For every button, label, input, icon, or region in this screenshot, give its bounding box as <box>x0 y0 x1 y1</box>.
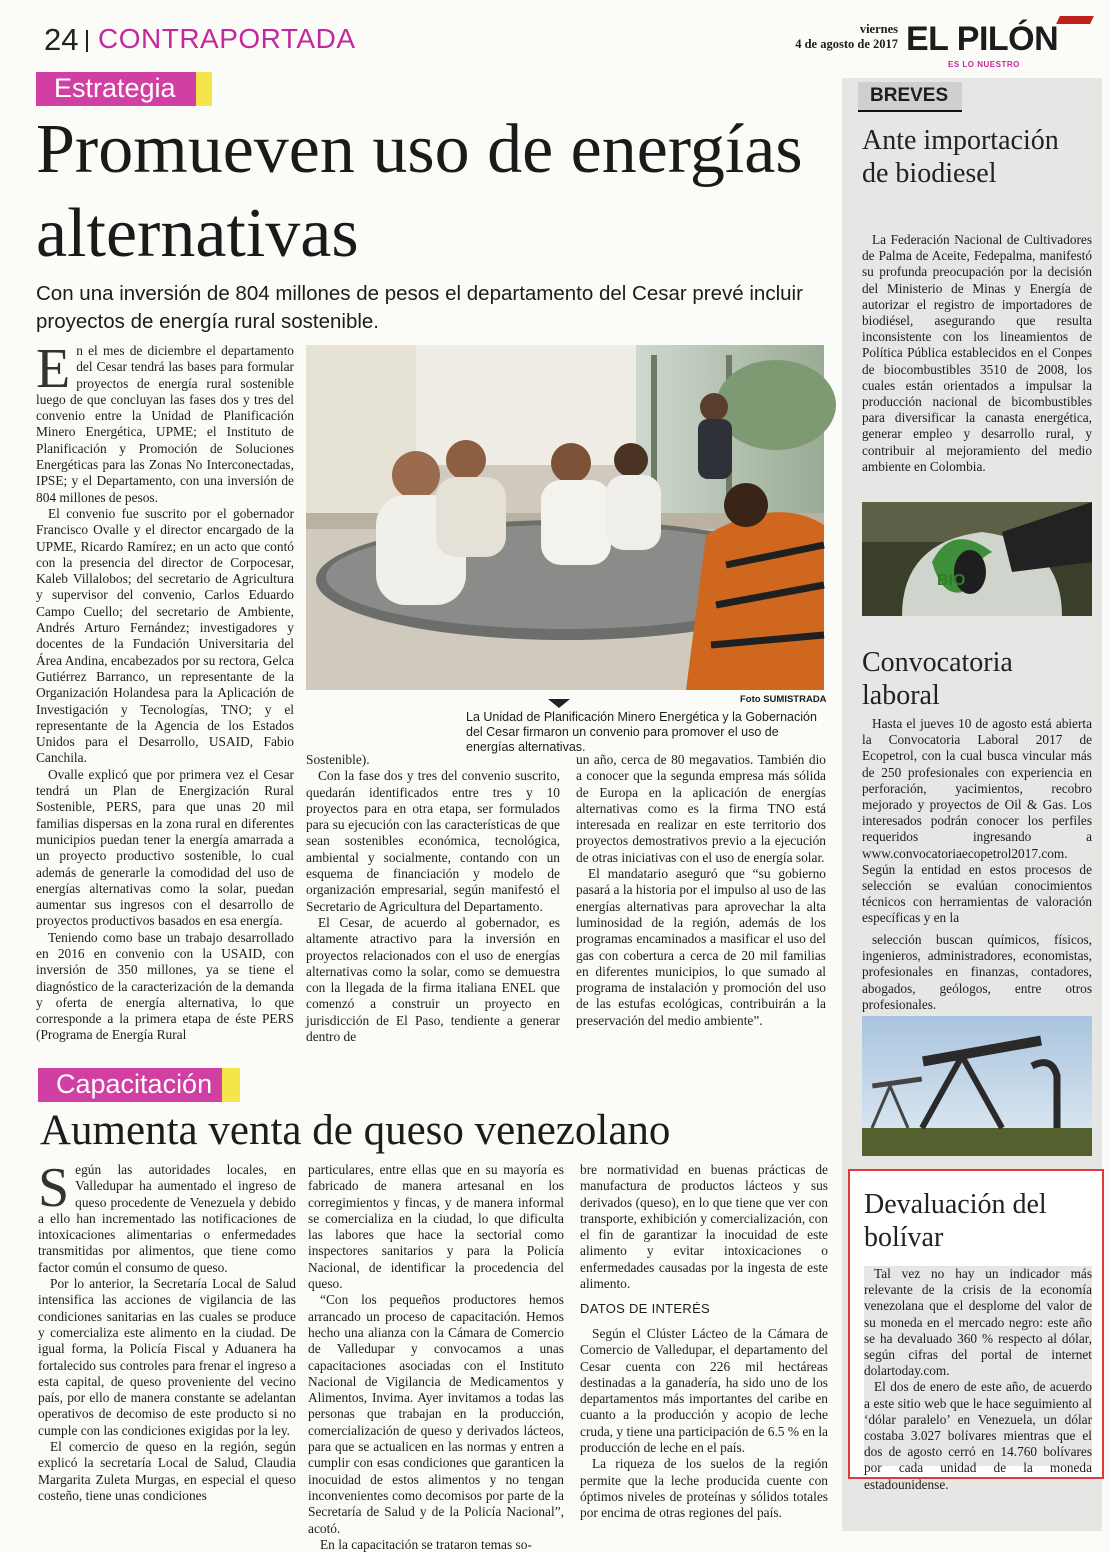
second-column-3 <box>580 1162 828 1290</box>
main-headline: Promueven uso de energías alternativas <box>36 111 803 272</box>
paragraph: Por lo anterior, la Secretaría Local de Salud intensifica las acciones de vigilancia de las condiciones sanitarias en las cuales se produce y comercializa este alimento en la ciudad. De igual forma, la Policía Fiscal y Aduanera ha fortalecido sus controles para frenar el ingreso a esta capital, de queso proveniente del vecino país, por ello de manera constante se adelantan operativos de decomiso de este producto si no cumple con las condiciones exigidas por la ley. <box>38 1276 296 1438</box>
paragraph: bre normatividad en buenas prácticas de manufactura de productos lácteos y sus derivados (queso), en lo que tiene que ver con transporte, exhibición y comercialización, con el fin de garantizar la inocuidad de este alimento y evitar intoxicaciones o enfermedades causadas por la ingesta de este alimento. <box>580 1162 828 1292</box>
drop-cap: E <box>36 338 71 400</box>
bio-label: BIO <box>937 572 966 589</box>
breve-title: Convocatoria laboral <box>862 647 1013 711</box>
newspaper-logo: EL PILÓN <box>906 20 1059 58</box>
meeting-photo-image <box>306 345 824 690</box>
paragraph: Según el Clúster Lácteo de la Cámara de Comercio de Valledupar, el departamento del Cesar cuenta con 226 mil hectáreas destinadas a la ganadería, ha sido uno de los departamentos más importantes del caribe en cuanto a la producción y acopio de leche cruda, y tiene una participación de 6.5 % en la producción de leche en el país. <box>580 1326 828 1456</box>
tag-label: Capacitación <box>56 1069 213 1099</box>
second-column-2 <box>308 1162 564 1552</box>
oil-pump-photo <box>862 1016 1092 1156</box>
main-column-2 <box>306 752 560 1050</box>
paragraph: selección buscan químicos, físicos, ingenieros, administradores, economistas, profesionales en finanzas, contadores, abogados, geólogos, entre otros profesionales. <box>862 932 1092 1012</box>
paragraph: egún las autoridades locales, en Valledupar ha aumentado el ingreso de queso procedente de Venezuela y debido a ello han incrementado las notificaciones de intoxicaciones alimentarias o enfermedades transmitidas por alimentos, que tiene como factor común el consumo de queso. <box>38 1162 296 1275</box>
paragraph: El mandatario aseguró que “su gobierno pasará a la historia por el impulso al uso de las energías alternativas para aprovechar la alta luminosidad de la región, además de los programas encaminados a masificar el uso del gas con cobertura a cerca de 20 mil familias en diferentes municipios, lo que sumado al programa de instalación y promoción del uso de las estufas ecológicas, contribuirán a la preservación del medio ambiente”. <box>576 866 826 1028</box>
drop-cap: S <box>38 1157 70 1219</box>
page-number: 24 <box>44 22 79 57</box>
paragraph: El convenio fue suscrito por el gobernador Francisco Ovalle y el director encargado de la UPME, Ricardo Ramírez; en un acto que contó con la presencia del director de Corpocesar, Kaleb Villalobos; del secretario de Agricultura y supervisor del convenio, Carlos Eduardo Campo Cuello; del secretario de Ambiente, Andrés Arturo Fernández; investigadores y docentes de la Fundación Universitaria del Área Andina, encabezados por su rectora, Gelca Gutiérrez Barranco, un representante de la Organización Holandesa para la Aplicación de Investigación y Tecnologías, TNO; y el representante de la Agencia de los Estados Unidos para el Desarrollo, USAID, Fabio Canchila. <box>36 505 294 766</box>
tag-highlight <box>222 1068 240 1102</box>
paragraph: Sostenible). <box>306 752 370 767</box>
main-column-3 <box>576 752 826 1050</box>
breve-body <box>862 232 1092 492</box>
section-name: CONTRAPORTADA <box>98 23 356 54</box>
photo-caption: La Unidad de Planificación Minero Energética y la Gobernación del Cesar firmaron un convenio para promover el uso de energías alternativas. <box>466 710 817 754</box>
paragraph: Con la fase dos y tres del convenio suscrito, quedarán identificados entre tres y 10 proyectos para en otra etapa, ser formulados para su ejecución con las características de que sean sostenibles económica, tecnológica, ambiental y socialmente, contando con un esquema de financiación y modelo de organización empresarial, según manifestó el Secretario de Agricultura del Departamento. <box>306 768 560 914</box>
datos-box <box>580 1326 828 1526</box>
paragraph: particulares, entre ellas que en su mayoría es fabricado de manera artesanal en los corregimientos y fincas, y de manera informal se comercializa en la ciudad, lo que dificulta las labores que hace la sectorial como inspectores sanitarios y para la Policía Nacional, de identificar la procedencia del queso. <box>308 1162 564 1292</box>
paragraph: La Federación Nacional de Cultivadores de Palma de Aceite, Fedepalma, manifestó su profunda preocupación por la decisión del Ministerio de Minas y Energía de autorizar el registro de importadores de biodiésel, asegurando que resulta inconsistente con los lineamientos de Política Pública establecidos en el Conpes de biocombustibles 3510 de 2008, los cuales están orientados a impulsar la producción nacional de bicombustibles para diversificar la canasta energética, generar empleo y desarrollo rural, y contribuir al mejoramiento del medio ambiente en Colombia. <box>862 232 1092 474</box>
issue-day: viernes <box>859 22 898 36</box>
oil-pump-photo-image <box>862 1016 1092 1156</box>
second-column-1 <box>38 1157 296 1526</box>
main-column-1 <box>36 338 294 1049</box>
paragraph: “Con los pequeños productores hemos arrancado un proceso de capacitación. Hemos hecho una alianza con la Cámara de Comercio de Valledupar y convocamos a unas capacitaciones asociadas con el Instituto Nacional de Vigilancia de Medicamentos y Alimentos, Invima. Ayer invitamos a todas las personas que trabajan en la producción, comercialización de queso y derivados lácteos, para que se actualicen en las normas y entren a cumplir con esas condiciones que garanticen la inocuidad de estos alimentos y no tengan inconvenientes como decomisos por parte de la Secretaría de Salud y de la Policía Nacional”, acotó. <box>308 1292 564 1536</box>
paragraph: Hasta el jueves 10 de agosto está abierta la Convocatoria Laboral 2017 de Ecopetrol, con la cual busca vincular más de 250 profesionales con experiencia en perforación, yacimientos, recobro mejorado y proyectos de Oil & Gas. Los interesados podrán conocer los perfiles requeridos ingresando a www.convocatoriaecopetrol2017.com. Según la entidad en estos procesos de selección se evalúan conocimientos técnicos con herramientas de valoración específicas y en la <box>862 716 1092 926</box>
tag-highlight <box>196 72 212 106</box>
breve-body <box>862 932 1092 1012</box>
meeting-photo <box>306 345 824 690</box>
paragraph: Ovalle explicó que por primera vez el Cesar tendrá un Plan de Energización Rural Sostenible, PERS, para que unas 20 mil familias dispersas en la zona rural en diferentes municipios puedan tener la energía amarrada a un proyecto productivo sostenible, lo cual además de generarle la comodidad del uso de energías alternativas como la solar, puedan aumentar sus ingresos con el desarrollo de proyectos productivos basados en esa energía. <box>36 766 294 929</box>
paragraph: El dos de enero de este año, de acuerdo a este sitio web que le hace seguimiento al ‘dólar paralelo’ en Venezuela, un dólar costaba 3.027 bolívares mientras que el dos de agosto cerró en 14.760 bolívares por cada unidad de la moneda estadounidense. <box>864 1379 1092 1492</box>
paragraph: En la capacitación se trataron temas so- <box>320 1536 532 1552</box>
second-headline: Aumenta venta de queso venezolano <box>40 1107 671 1154</box>
paragraph: Tal vez no hay un indicador más relevante de la crisis de la economía venezolana que el desplome del valor de su moneda en el mercado negro: este año se ha devaluado 360 % respecto al dólar, según cifras del portal de internet dolartoday.com. <box>864 1266 1092 1379</box>
paragraph: El Cesar, de acuerdo al gobernador, es altamente atractivo para la inversión en proyectos relacionados con el uso de energías alternativas como la solar, como se demuestra con la llegada de la firma italiana ENEL que comenzó a construir un proyecto en jurisdicción de El Paso, tendiente a generar dentro de <box>306 914 560 1045</box>
tag-label: Estrategia <box>54 73 176 103</box>
sidebar-label: BREVES <box>858 82 962 112</box>
breve-title: Ante importación de biodiesel <box>862 125 1059 189</box>
paragraph: El comercio de queso en la región, según explicó la secretaría Local de Salud, Claudia Margarita Zuleta Murgas, en especial el queso costeño, tiene unas condiciones <box>38 1439 296 1503</box>
photo-credit: Foto SUMISTRADA <box>740 694 827 705</box>
paragraph: La riqueza de los suelos de la región permite que la leche producida cuente con óptimos niveles de proteínas y sólidos totales por encima de otras regiones del país. <box>580 1456 828 1521</box>
breve-body <box>862 716 1092 932</box>
breve-body <box>864 1266 1092 1492</box>
header-divider <box>86 30 88 52</box>
datos-title: DATOS DE INTERÉS <box>580 1301 711 1316</box>
biodiesel-photo-image <box>862 502 1092 616</box>
paragraph: Teniendo como base un trabajo desarrollado en 2016 en convenio con la USAID, con inversión de 350 millones, ya se tiene el diagnóstico de la caracterización de la demanda y oferta de energía alternativa, lo que corresponde a la primera etapa de éste PERS (Programa de Energía Rural <box>36 929 294 1043</box>
paragraph: n el mes de diciembre el departamento del Cesar tendrá las bases para formular proyectos de energía rural sostenible luego de que concluyan las fases dos y tres del convenio entre la Unidad de Planificación Minero Energética, UPME; el Instituto de Planificación y Promoción de Soluciones Energéticas para las Zonas No Interconectadas, IPSE; y el Departamento, con una inversión de 804 millones de pesos. <box>36 343 294 505</box>
main-deck: Con una inversión de 804 millones de pesos el departamento del Cesar prevé incluir proyectos de energía rural sostenible. <box>36 282 803 333</box>
issue-date <box>760 22 898 52</box>
logo-tagline: ES LO NUESTRO <box>948 60 1020 69</box>
issue-date-text: 4 de agosto de 2017 <box>795 37 898 51</box>
paragraph: un año, cerca de 80 megavatios. También dio a conocer que la segunda empresa más sólida de Europa en la aplicación de energías alternativas como es la firma TNO está interesada en realizar en este territorio dos proyectos demostrativos previo a la ejecución de otras iniciativas con el uso de energía solar. <box>576 752 826 865</box>
breve-title: Devaluación del bolívar <box>864 1189 1047 1253</box>
biodiesel-photo <box>862 502 1092 616</box>
